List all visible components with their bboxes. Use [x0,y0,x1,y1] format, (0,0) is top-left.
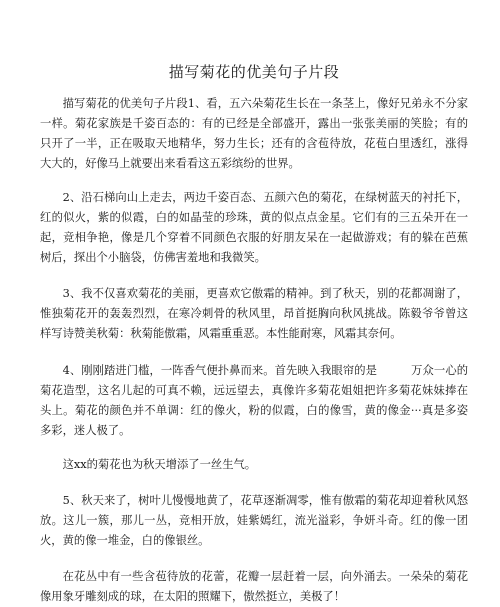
paragraph-2: 2、沿石梯向山上走去，两边千姿百态、五颜六色的菊花，在绿树蓝天的衬托下，红的似火，紫的似霞，白的如晶莹的珍珠，黄的似点点金星。它们有的三五朵开在一起，竞相争艳，像是几个穿着不同颜色衣服的好朋友呆在一起做游戏；有的躲在芭蕉树后，探出个小脑袋，仿佛害羞地和我微笑。 [40,191,468,264]
paragraph-6: 5、秋天来了，树叶儿慢慢地黄了，花草逐渐凋零，惟有傲霜的菊花却迎着秋风怒放。这儿一簇，那儿一丛，竞相开放，娃紫嫣红，流光溢彩，争妍斗奇。红的像一团火，黄的像一堆金，白的像银丝。 [40,494,468,547]
paragraph-5: 这xx的菊花也为秋天增添了一丝生气。 [62,458,257,471]
paragraph-1: 描写菊花的优美句子片段1、看，五六朵菊花生长在一条茎上，像好兄弟永不分家一样。菊花家族是千姿百态的：有的已经是全部盛开，露出一张张美丽的笑脸；有的只开了一半，正在吸取天地精华，努力生长；还有的含苞待放，花苞白里透红，涨得大大的，好像马上就要出来看看这五彩缤纷的世界。 [40,97,468,170]
paragraph-3: 3、我不仅喜欢菊花的美丽，更喜欢它傲霜的精神。到了秋天，别的花都凋谢了，惟独菊花开的轰轰烈烈，在寒冷刺骨的秋风里，昂首挺胸向秋风挑战。陈毅爷爷曾这样写诗赞美秋菊：秋菊能傲霜，风霜重重恶。本性能耐寒，风霜其奈何。 [40,287,468,340]
paragraph-7: 在花丛中有一些含苞待放的花蕾，花瓣一层赶着一层，向外涌去。一朵朵的菊花像用象牙雕刻成的球，在太阳的照耀下，傲然挺立，美极了！ [40,570,468,603]
paragraph-4: 4、刚刚踏进门槛，一阵香气便扑鼻而来。首先映入我眼帘的是 万众一心的菊花造型，这名儿起的可真不赖，远远望去，真像许多菊花姐姐把许多菊花妹妹捧在头上。菊花的颜色并不单调：红的像火，粉的似霞，白的像雪，黄的像金···真是多姿多彩，迷人极了。 [40,364,468,437]
document-title: 描写菊花的优美句子片段 [168,63,340,81]
